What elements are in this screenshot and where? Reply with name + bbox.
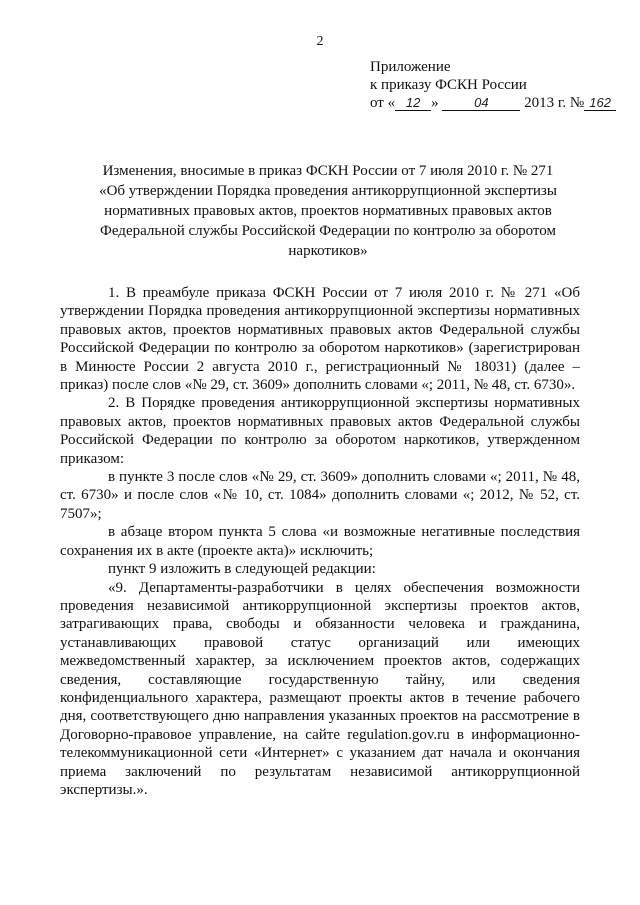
document-body [60,284,580,799]
paragraph-6: «9. Департаменты-разработчики в целях обеспечения возможности проведения независимой антикоррупционной экспертизы проектов актов, затрагивающих права, свободы и обязанности человека и гражданина, устанавливающих правовой статус организаций или имеющих межведомственный характер, за исключением проектов актов, содержащих сведения, составляющие государственную тайну, или сведения конфиденциального характера, размещают проекты актов в течение рабочего дня, соответствующего дню направления указанных проектов на рассмотрение в Договорно-правовое управление, на сайте regulation.gov.ru в информационно-телекоммуникационной сети «Интернет» с указанием дат начала и окончания приема заключений по результатам независимой антикоррупционной экспертизы.». [60,579,580,798]
title-line-5: наркотиков» [288,243,368,259]
page-number: 2 [316,34,324,49]
appendix-date-line [370,94,620,112]
date-day-close: » [431,95,439,111]
paragraph-5: пункт 9 изложить в следующей редакции: [108,561,376,578]
date-year-text: 2013 г. № [524,95,585,111]
title-line-2: «Об утверждении Порядка проведения антикоррупционной экспертизы [99,183,557,199]
title-line-4: Федеральной службы Российской Федерации по контролю за оборотом [100,223,556,239]
paragraph-3: в пункте 3 после слов «№ 29, ст. 3609» дополнить словами «; 2011, № 48, ст. 6730» и после слов «№ 10, ст. 1084» дополнить словами «; 2012, № 52, ст. 7507»; [60,469,580,522]
paragraph-4: в абзаце втором пункта 5 слова «и возможные негативные последствия сохранения их в акте (проекте акта)» исключить; [60,524,580,559]
paragraph-1: 1. В преамбуле приказа ФСКН России от 7 июля 2010 г. № 271 «Об утверждении Порядка проведения антикоррупционной экспертизы нормативных правовых актов, проектов нормативных правовых актов Федеральной службы Российской Федерации по контролю за оборотом наркотиков» (зарегистрирован в Минюсте России 2 августа 2010 г., регистрационный № 18031) (далее – приказ) после слов «№ 29, ст. 3609» дополнить словами «; 2011, № 48, ст. 6730». [60,285,580,394]
appendix-line-1: Приложение [370,59,451,75]
document-title [86,161,570,261]
handwritten-month: 04 [442,96,520,111]
handwritten-day: 12 [395,96,431,111]
appendix-line-2: к приказу ФСКН России [370,77,527,93]
date-prefix: от « [370,95,396,111]
title-line-1: Изменения, вносимые в приказ ФСКН России от 7 июля 2010 г. № 271 [102,163,554,179]
title-line-3: нормативных правовых актов, проектов нормативных правовых актов [104,203,552,219]
handwritten-order-number: 162 [584,96,616,111]
appendix-block [370,58,620,112]
paragraph-2: 2. В Порядке проведения антикоррупционной экспертизы нормативных правовых актов, проектов нормативных правовых актов Федеральной службы Российской Федерации по контролю за оборотом наркотиков, утвержденном приказом: [60,395,580,467]
